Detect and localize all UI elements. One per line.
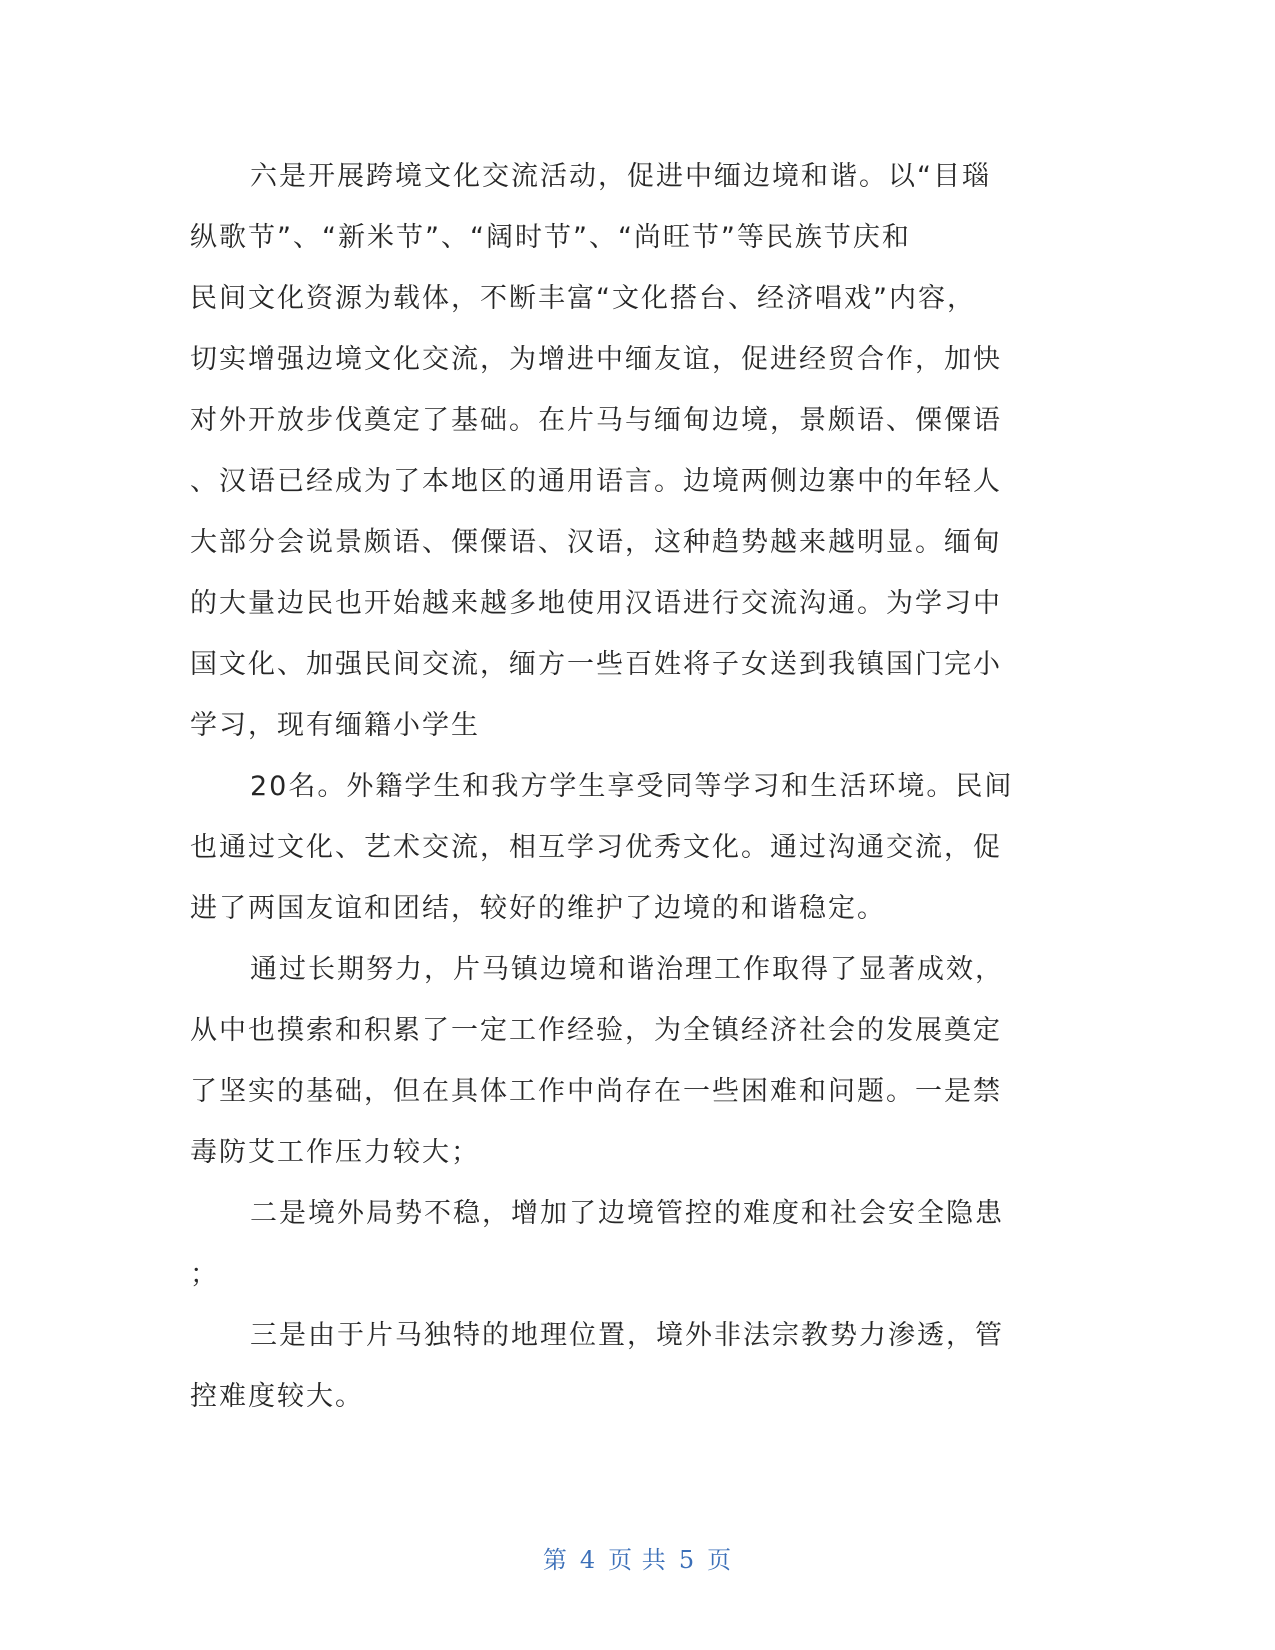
document-body <box>190 146 1060 1427</box>
text-line: 对外开放步伐奠定了基础。在片马与缅甸边境，景颇语、傈僳语 <box>190 405 1002 436</box>
text-line: 纵歌节”、“新米节”、“阔时节”、“尚旺节”等民族节庆和 <box>190 222 911 253</box>
footer-prefix: 第 <box>542 1546 568 1574</box>
text-line: 了坚实的基础，但在具体工作中尚存在一些困难和问题。一是禁 <box>190 1076 1002 1107</box>
text-line: 二是境外局势不稳，增加了边境管控的难度和社会安全隐患 <box>250 1198 1004 1229</box>
text-line: 进了两国友谊和团结，较好的维护了边境的和谐稳定。 <box>190 893 886 924</box>
page-footer <box>0 1540 1275 1575</box>
text-line: 控难度较大。 <box>190 1381 364 1412</box>
text-line: 民间文化资源为载体，不断丰富“文化搭台、经济唱戏”内容， <box>190 283 976 314</box>
text-line: 通过长期努力，片马镇边境和谐治理工作取得了显著成效， <box>250 954 1004 985</box>
text-line: 国文化、加强民间交流，缅方一些百姓将子女送到我镇国门完小 <box>190 649 1002 680</box>
text-line: ； <box>190 1259 219 1290</box>
text-line: 从中也摸索和积累了一定工作经验，为全镇经济社会的发展奠定 <box>190 1015 1002 1046</box>
total-pages-number: 5 <box>678 1546 696 1574</box>
text-line: 的大量边民也开始越来越多地使用汉语进行交流沟通。为学习中 <box>190 588 1002 619</box>
text-line: 20名。外籍学生和我方学生享受同等学习和生活环境。民间 <box>250 771 1014 802</box>
text-line: 切实增强边境文化交流，为增进中缅友谊，促进经贸合作，加快 <box>190 344 1002 375</box>
text-line: 学习，现有缅籍小学生 <box>190 710 480 741</box>
footer-middle: 页 共 <box>608 1546 667 1574</box>
current-page-number: 4 <box>579 1546 597 1574</box>
text-line: 大部分会说景颇语、傈僳语、汉语，这种趋势越来越明显。缅甸 <box>190 527 1002 558</box>
text-line: 六是开展跨境文化交流活动，促进中缅边境和谐。以“目瑙 <box>250 161 991 192</box>
text-line: 毒防艾工作压力较大； <box>190 1137 480 1168</box>
text-line: 、汉语已经成为了本地区的通用语言。边境两侧边寨中的年轻人 <box>190 466 1002 497</box>
text-line: 三是由于片马独特的地理位置，境外非法宗教势力渗透，管 <box>250 1320 1004 1351</box>
text-line: 也通过文化、艺术交流，相互学习优秀文化。通过沟通交流，促 <box>190 832 1002 863</box>
footer-suffix: 页 <box>707 1546 733 1574</box>
